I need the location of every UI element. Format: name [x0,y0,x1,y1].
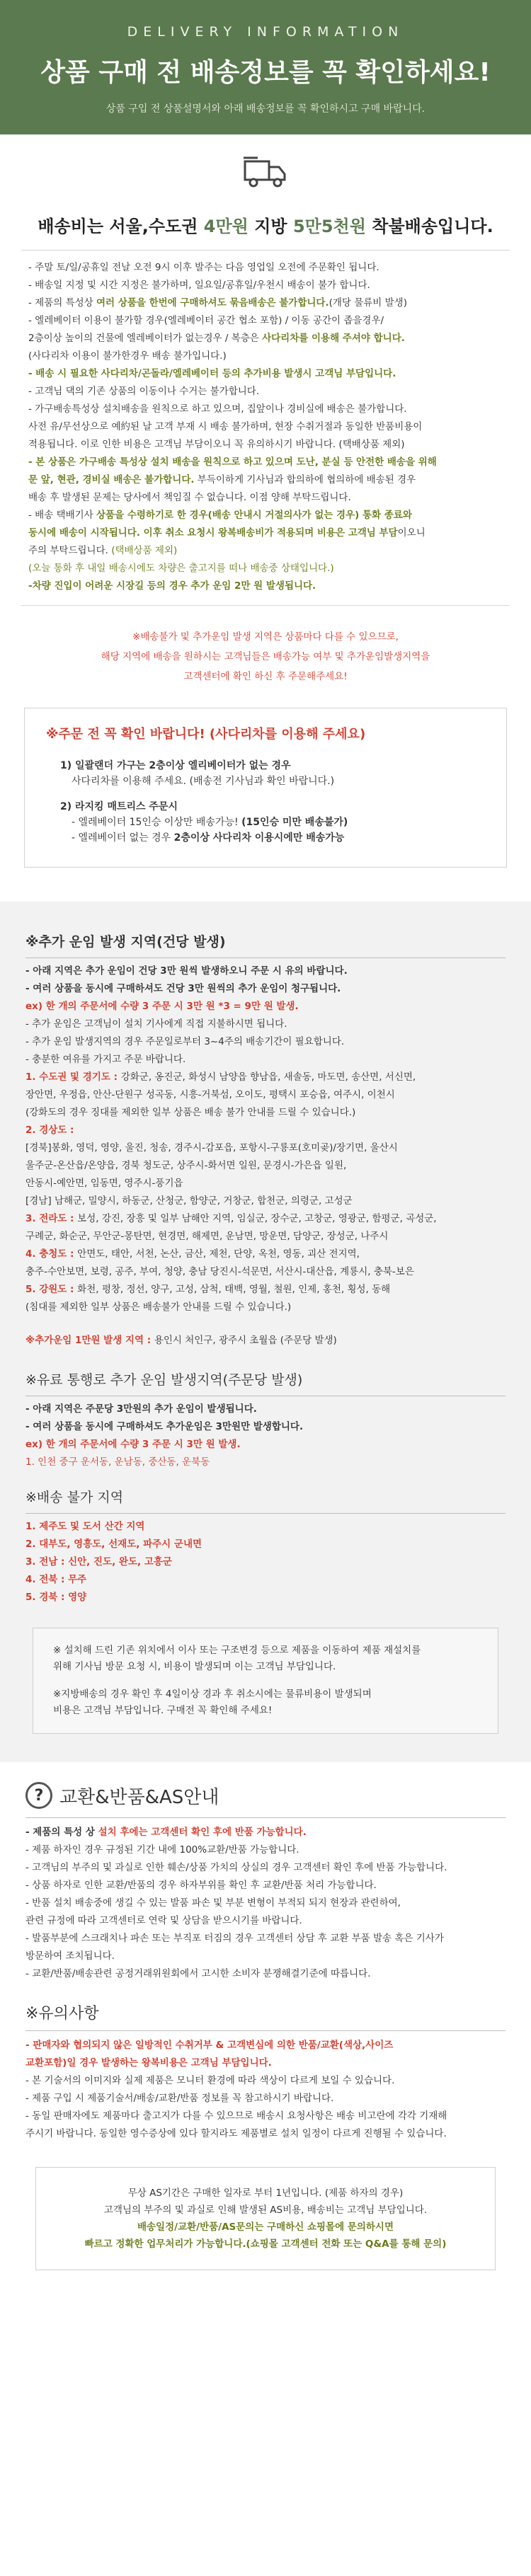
text-segment: - 본 기술서의 이미지와 실제 제품은 모니터 환경에 따라 색상이 다르게 보일 수 있습니다. [25,2075,395,2086]
text-segment: - 제품 하자인 경우 규정된 기간 내에 100%교환/반품 가능합니다. [25,1844,299,1856]
text-line [28,259,503,277]
fee-local-amount: 5만5천원 [292,217,366,236]
text-segment: (택배상품 제외) [111,545,178,556]
text-line [25,2054,506,2072]
text-line [28,560,503,577]
text-line [28,365,503,383]
text-line [28,471,503,489]
text-segment: 2층이상 높이의 건물에 엘레베이터가 없는경우 / 복층은 [28,333,263,344]
caution-section [0,1983,531,2143]
region-notice-line: 해당 지역에 배송을 원하시는 고객님들은 배송가능 여부 및 추가운임발생지역을 [101,651,430,662]
header-english-title: DELIVERY INFORMATION [127,24,404,40]
text-segment: 사전 유/무선상으로 예約된 날 고객 부재 시 배송 불가하며, 현장 수취거절과 동일한 반품비용이 [28,421,423,432]
final-line: 배송일정/교환/반품/AS문의는 구매하신 쇼핑몰에 문의하시면 [137,2221,394,2233]
text-segment: (사다리차 이용이 불가한경우 배송 불가입니다.) [28,350,227,362]
text-line [28,507,503,524]
toll-road-title: ※유료 통행로 추가 운임 발생지역(주문당 발생) [25,1372,303,1388]
text-line [28,577,503,595]
text-segment: - 본 상품은 가구배송 특성상 설치 배송을 원칙으로 하고 있으며 도난, 분실 등 안전한 배송을 위해 [28,456,437,468]
text-segment: - 상품 하자로 인한 교환/반품의 경우 하자부위를 확인 후 교환/반품 처리 가능합니다. [25,1880,377,1891]
toll-road-rules: - 아래 지역은 주문당 3만원의 추가 운임이 발생됩니다. - 여러 상품을 동시에 구매하셔도 추가운임은 3만원만 발생합니다. ex) 한 개의 주문서에 수량 3 주문 시 3만 원 발생. 1. 인천 중구 운서동, 운남동, 중산동, 운북동 [25,1403,304,1468]
text-segment: - 고객님의 부주의 및 과실로 인한 훼손/상품 가치의 상실의 경우 고객센터 확인 후에 반품 가능합니다. [25,1862,447,1873]
as-section [0,1762,531,1983]
text-segment: - 판매자와 협의되지 않은 일방적인 수취거부 & 고객변심에 의한 반품/교환(색상,사이즈 [25,2040,394,2051]
fee-prefix: 배송비는 서울,수도권 [38,217,204,236]
text-segment: (오늘 통화 후 내일 배송시에도 차량은 출고지를 떠나 배송중 상태입니다.) [28,563,334,574]
text-segment: - 고객님 댁의 기존 상품의 이동이나 수거는 불가합니다. [28,386,260,397]
region-notice-line: ※배송불가 및 추가운임 발생 지역은 상품마다 다를 수 있으므로, [132,631,399,643]
confirm-item-text: - 엘레베이터 15인승 이상만 배송가능! (15인승 미만 배송불가) [72,817,348,828]
text-line [25,1841,506,1859]
header-subtitle: 상품 구입 전 상품설명서와 아래 배송정보를 꼭 확인하시고 구매 바랍니다. [105,103,426,115]
text-line [25,1824,506,1841]
text-line [28,347,503,365]
text-segment: - 가구배송특성상 설치배송을 원칙으로 하고 있으며, 집앞이나 경비실에 배송은 불가합니다. [28,403,407,415]
text-line [28,383,503,401]
question-circle-icon: ? [25,1782,52,1809]
text-line [25,1877,506,1894]
text-segment: 주시기 바랍니다. 동일한 영수증상에 있다 할지라도 제품별로 설치 일정이 다르게 진행될 수 있습니다. [25,2128,447,2139]
extra-fee-title: ※추가 운임 발생 지역(건당 발생) [25,934,226,950]
text-line [25,1859,506,1877]
confirm-item-heading: 2) 라지킹 매트리스 주문시 [60,801,178,812]
text-segment: 배송 후 발생된 문제는 당사에서 책임질 수 없습니다. 이점 양해 부탁드립니다. [28,492,351,503]
order-confirm-box [24,708,507,868]
divider [25,1513,506,1514]
text-segment: - 주말 토/일/공휴일 전날 오전 9시 이후 발주는 다음 영업일 오전에 주문확인 됩니다. [28,262,379,273]
text-line [25,2125,506,2143]
as-title-row [25,1782,506,1809]
text-segment: 동시에 배송이 시작됩니다. 이후 취소 요청시 왕복배송비가 적용되며 비용은 고객님 부담 [28,527,398,539]
text-segment: 설치 후에는 고객센터 확인 후에 반품 가능합니다. [98,1827,307,1838]
text-line [25,1894,506,1912]
text-line [25,2072,506,2090]
fee-suffix: 착불배송입니다. [365,217,493,236]
text-line [25,1965,506,1983]
text-segment: - 제품의 특성 상 [25,1827,98,1838]
text-line [28,436,503,454]
text-line [28,524,503,542]
text-line [28,489,503,507]
text-line [28,330,503,347]
confirm-item [46,799,485,846]
caution-rules [25,2037,506,2143]
text-segment: - 제품 구입 시 제품기술서/배송/교환/반품 정보를 꼭 참고하시기 바랍니다. [25,2093,334,2104]
text-segment: 적용됩니다. 이로 인한 비용은 고객님 부담이오니 꼭 유의하시기 바랍니다. (택배상품 제외) [28,439,405,450]
text-line [28,312,503,330]
text-segment: 이오니 [397,527,426,539]
confirm-title: ※주문 전 꼭 확인 바랍니다! (사다리차를 이용해 주세요) [46,727,366,742]
confirm-item-heading: 1) 일괄랜더 가구는 2층이상 엘리베이터가 없는 경우 [60,760,291,771]
text-segment: 문 앞, 현관, 경비실 배송은 불가합니다. [28,474,195,485]
text-segment: - 동일 판매자에도 제품마다 출고지가 다를 수 있으므로 배송시 요청사항은 배송 비고란에 각각 기재해 [25,2110,447,2122]
caution-title: ※유의사항 [25,2005,99,2023]
text-segment: - 반품 설치 배송중에 생길 수 있는 발품 파손 및 부분 변형이 부적되 되지 현장과 관련하여, [25,1897,401,1909]
header-title: 상품 구매 전 배송정보를 꼭 확인하세요! [40,58,491,87]
as-period-box [35,2167,496,2270]
text-segment: 주의 부탁드립니다. [28,545,112,556]
shipping-fee-line [0,212,531,237]
text-segment: - 발품부분에 스크래치나 파손 또는 부직포 터짐의 경우 고객센터 상담 후 교환 부품 발송 혹은 기사가 [25,1933,444,1944]
as-rules [25,1824,506,1983]
extra-fee-rules: - 아래 지역은 추가 운임이 건당 3만 원씩 발생하오니 주문 시 유의 바랍니다. - 여러 상품을 동시에 구매하셔도 건당 3만 원씩의 추가 운임이 청구됩니다. ex) 한 개의 주문서에 수량 3 주문 시 3만 원 *3 = 9만 원 발생. - 추가 운임은 고객님이 설치 기사에게 직접 지불하시면 됩니다. - 추가 운임 발생지역의 경우 주문일로부터 3~4주의 배송기간이 필요합니다. - 충분한 여유를 가지고 주문 바랍니다. 1. 수도권 및 경기도 : 강화군, 옹진군, 화성시 남양읍 향남읍, 새솔동, 마도면, 송산면, 서신면, 장안면, 우정읍, 안산-단원구 성곡동, 시흥-거북섬, 오이도, 평택시 포승읍, 여주시, 이천시 (강화도의 경우 징대를 제외한 일부 상품은 배송 불가 안내를 드릴 수 있습니다.) 2. 경상도 : [경북]봉화, 영덕, 영양, 울진, 청송, 경주시-감포읍, 포항시-구룡포(호미곶)/장기면, 울산시 울주군-온산읍/온양읍, 경북 청도군, 상주시-화서면 일원, 문경시-가은읍 일원, 안동시-예안면, 임동면, 영주시-풍기읍 [경남] 남해군, 밀양시, 하동군, 산청군, 함양군, 거창군, 합천군, 의령군, 고성군 3. 전라도 : 보성, 강진, 장흥 및 일부 남해안 지역, 임실군, 장수군, 고창군, 영광군, 함평군, 곡성군, 구례군, 화순군, 무안군-몽탄면, 현경면, 해제면, 운남면, 망운면, 담양군, 장성군, 나주시 4. 충청도 : 안면도, 태안, 서천, 논산, 금산, 제천, 단양, 옥천, 영동, 괴산 전지역, 충주-수안보면, 보령, 공주, 부여, 청양, 충남 당진시-석문면, 서산시-대산읍, 계룡시, 충북-보은 5. 강원도 : 화천, 평창, 정선, 양구, 고성, 삼척, 태백, 영월, 철원, 인제, 홍천, 횡성, 동해 (침대를 제외한 일부 상품은 배송불가 안내를 드릴 수 있습니다.) [25,965,437,1313]
divider [25,2030,506,2031]
delivery-truck-icon [0,134,531,212]
confirm-item [46,758,485,789]
text-line [28,418,503,436]
reinstall-notice-box: ※ 설치해 드린 기존 위치에서 이사 또는 구조변경 등으로 제품을 이동하여 제품 재설치를 위해 기사님 방문 요청 시, 비용이 발생되며 이는 고객님 부담입니다. ※지방배송의 경우 확인 후 4일이상 경과 후 취소시에는 물류비용이 발생되며 비용은 고객님 부담입니다. 구매전 꼭 확인해 주세요! [33,1628,498,1734]
final-line: 빠르고 정확한 업무처리가 가능합니다.(쇼핑몰 고객센터 전화 또는 Q&A를 통해 문의) [84,2238,447,2250]
text-line [25,2037,506,2054]
text-segment: - 배송 시 필요한 사다리차/곤돌라/엘레베이터 등의 추가비용 발생시 고객님 부담입니다. [28,368,396,379]
text-line [28,294,503,312]
text-line [25,1930,506,1948]
final-line: 고객님의 부주의 및 과실로 인해 발생된 AS비용, 배송비는 고객님 부담입니다. [103,2204,428,2216]
fee-middle: 지방 [248,217,293,236]
region-notice-line: 고객센터에 확인 하신 후 주문해주세요! [183,671,348,682]
text-segment: - 제품의 특성상 [28,297,96,309]
text-line [28,454,503,471]
fee-capital-amount: 4만원 [203,217,249,236]
text-segment: 상품을 수령하기로 한 경우(배송 안내시 거절의사가 없는 경우) 통화 종료와 [96,510,412,521]
text-line [28,401,503,418]
text-segment: -차량 진입이 어려운 시장길 등의 경우 추가 운임 2만 원 발생됩니다. [28,580,316,592]
confirm-item-text: 사다리차를 이용해 주세요. (배송전 기사님과 확인 바랍니다.) [72,776,335,787]
no-delivery-title: ※배송 불가 지역 [25,1490,124,1505]
confirm-item-text: - 엘레베이터 없는 경우 2층이상 사다리차 이용시에만 배송가능 [72,832,345,844]
text-segment: 교환포함)일 경우 발생하는 왕복비용은 고객님 부담입니다. [25,2057,272,2069]
text-line [25,1912,506,1930]
text-line [28,277,503,294]
extra-fee-section [0,902,531,1762]
text-segment: - 배송일 지정 및 시간 지정은 불가하며, 일요일/공휴일/우천시 배송이 불가 합니다. [28,280,370,291]
final-line: 무상 AS기간은 구매한 일자로 부터 1년입니다. (제품 하자의 경우) [127,2187,404,2199]
text-line [25,1948,506,1965]
text-line [25,2090,506,2108]
region-notice [0,606,531,708]
text-segment: 방문하여 조치됩니다. [25,1950,115,1962]
text-segment: 여러 상품을 한번에 구매하셔도 묶음배송은 불가합니다. [96,297,329,309]
text-segment: - 엘레베이터 이용이 불가할 경우(엘레베이터 공간 협소 포함) / 이동 공간이 좁을경우/ [28,315,384,326]
extra-1man-line: ※추가운임 1만원 발생 지역 : 용인시 처인구, 광주시 초월읍 (주문당 발생) [25,1335,337,1346]
text-segment: - 교환/반품/배송관련 공정거래위원회에서 고시한 소비자 분쟁해결기준에 따릅니다. [25,1968,371,1979]
text-segment: 사다리차를 이용해 주셔야 합니다. [262,333,405,344]
text-segment: 부득이하게 기사님과 합의하에 협의하에 배송된 경우 [194,474,416,485]
text-segment: (개당 물류비 발생) [329,297,407,309]
text-line [25,2108,506,2125]
no-delivery-list: 1. 제주도 및 도서 산간 지역 2. 대부도, 영흥도, 선재도, 파주시 군내면 3. 전남 : 신안, 진도, 완도, 고흥군 4. 전북 : 무주 5. 경북 : 영양 [25,1521,202,1603]
text-line [28,542,503,560]
as-title: 교환&반품&AS안내 [59,1786,219,1808]
shipping-notice-list [0,251,531,595]
text-segment: - 배송 택배기사 [28,510,96,521]
text-segment: 관련 규정에 따라 고객센터로 연락 및 상담을 받으시기를 바랍니다. [25,1915,302,1926]
header-banner [0,0,531,134]
divider [25,1817,506,1818]
